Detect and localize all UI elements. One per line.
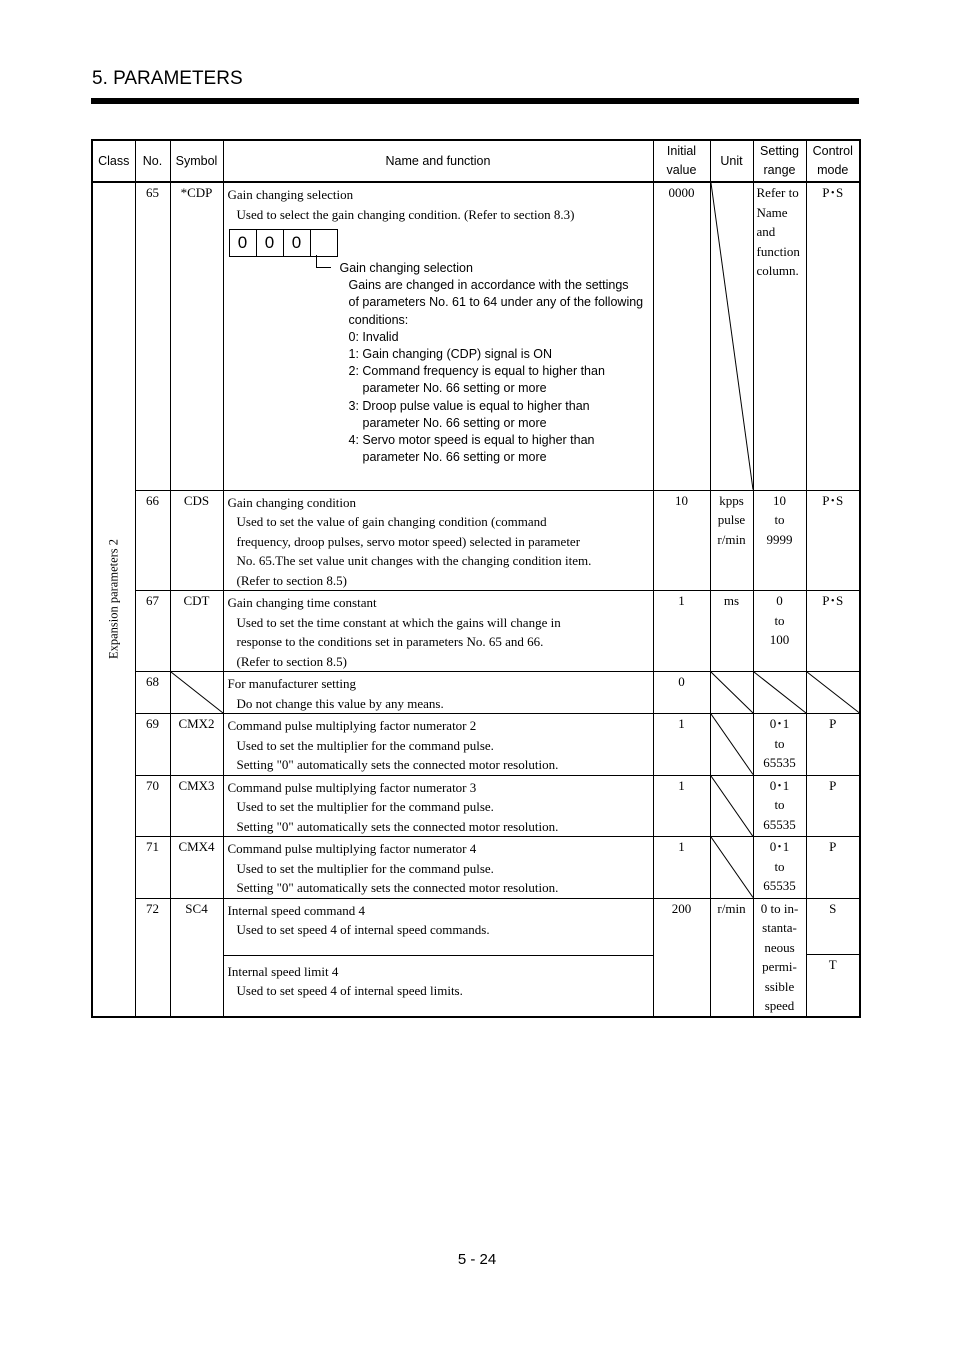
col-setting-range: Setting range	[753, 140, 806, 182]
setting-subhead: Gain changing selection	[228, 260, 650, 277]
col-symbol: Symbol	[170, 140, 223, 182]
initial-value: 0000	[653, 182, 710, 490]
param-no: 66	[135, 490, 170, 591]
param-symbol: CDT	[170, 591, 223, 672]
title-rule	[91, 98, 859, 104]
bracket-icon	[316, 255, 331, 268]
initial-value: 0	[653, 672, 710, 714]
name-function: Command pulse multiplying factor numerator 2 Used to set the multiplier for the command pulse. Setting "0" automatically sets the connected motor resolution.	[223, 714, 653, 776]
col-name-function: Name and function	[223, 140, 653, 182]
param-symbol: CDS	[170, 490, 223, 591]
range-na-diagonal	[753, 672, 806, 714]
name-function: Internal speed command 4 Used to set speed 4 of internal speed commands. Internal speed limit 4 Used to set speed 4 of internal speed limits.	[223, 898, 653, 1017]
col-initial-value: Initial value	[653, 140, 710, 182]
initial-value: 1	[653, 837, 710, 899]
param-no: 69	[135, 714, 170, 776]
initial-value: 1	[653, 591, 710, 672]
col-control-mode: Control mode	[806, 140, 860, 182]
setting-options: Gains are changed in accordance with the settings of parameters No. 61 to 64 under any of the following conditions: 0: Invalid 1: Gain changing (CDP) signal is ON 2: Command frequency is equal to higher than parameter No. 66 setting or more 3: Droop pulse value is equal to higher than parameter No. 66 setting or more 4: Servo motor speed is equal to higher than parameter No. 66 setting or more	[348, 278, 644, 465]
param-title: Command pulse multiplying factor numerator 2	[227, 718, 477, 733]
setting-range: 0･1 to 65535	[753, 775, 806, 837]
setting-range: Refer to Name and function column.	[753, 182, 806, 490]
name-function: Command pulse multiplying factor numerator 4 Used to set the multiplier for the command pulse. Setting "0" automatically sets the connected motor resolution.	[223, 837, 653, 899]
table-row	[92, 898, 860, 1017]
control-mode: P	[806, 775, 860, 837]
name-function: Gain changing time constant Used to set the time constant at which the gains will change in response to the conditions set in parameters No. 65 and 66. (Refer to section 8.5)	[223, 591, 653, 672]
control-mode: S T	[806, 898, 860, 1017]
param-symbol: CMX2	[170, 714, 223, 776]
param-title: Internal speed limit 4	[227, 963, 339, 979]
page-title: 5. PARAMETERS	[92, 68, 243, 89]
param-desc: Do not change this value by any means.	[236, 695, 444, 711]
name-function-part: Internal speed limit 4 Used to set speed 4 of internal speed limits.	[224, 955, 653, 1001]
table-row	[92, 490, 860, 591]
setting-range: 0･1 to 65535	[753, 837, 806, 899]
table-row	[92, 775, 860, 837]
digit-boxes	[229, 229, 650, 257]
param-symbol: CMX4	[170, 837, 223, 899]
control-mode: P･S	[806, 591, 860, 672]
setting-range: 0･1 to 65535	[753, 714, 806, 776]
param-title: Gain changing time constant	[227, 595, 377, 610]
control-mode: P	[806, 837, 860, 899]
class-cell	[92, 182, 135, 1017]
page-number: 5 - 24	[457, 1251, 497, 1268]
param-title: For manufacturer setting	[227, 676, 357, 691]
param-symbol: *CDP	[170, 182, 223, 490]
param-no: 68	[135, 672, 170, 714]
setting-range: 10 to 9999	[753, 490, 806, 591]
digit-box	[310, 229, 338, 257]
name-function: Command pulse multiplying factor numerator 3 Used to set the multiplier for the command pulse. Setting "0" automatically sets the connected motor resolution.	[223, 775, 653, 837]
digit-box: 0	[256, 229, 284, 257]
setting-range: 0 to 100	[753, 591, 806, 672]
unit-na-diagonal	[710, 672, 753, 714]
param-no: 70	[135, 775, 170, 837]
param-symbol: SC4	[170, 898, 223, 1017]
class-label: Expansion parameters 2	[106, 539, 120, 660]
param-title: Command pulse multiplying factor numerator 3	[227, 779, 477, 795]
unit-na-diagonal	[710, 714, 753, 776]
unit-na-diagonal	[710, 775, 753, 837]
param-title: Internal speed command 4	[227, 902, 366, 918]
control-mode: P	[806, 714, 860, 776]
param-no: 65	[135, 182, 170, 490]
symbol-na-diagonal	[170, 672, 223, 714]
param-title: Gain changing selection	[227, 187, 354, 202]
parameter-table	[91, 139, 861, 1018]
param-symbol: CMX3	[170, 775, 223, 837]
setting-range: 0 to in- stanta- neous permi- ssible speed	[753, 898, 806, 1017]
col-class: Class	[92, 140, 135, 182]
col-unit: Unit	[710, 140, 753, 182]
col-no: No.	[135, 140, 170, 182]
param-desc: Used to select the gain changing condition. (Refer to section 8.3)	[236, 206, 575, 222]
control-mode: P･S	[806, 182, 860, 490]
initial-value: 200	[653, 898, 710, 1017]
unit: kpps pulse r/min	[710, 490, 753, 591]
table-row	[92, 672, 860, 714]
param-no: 72	[135, 898, 170, 1017]
param-no: 67	[135, 591, 170, 672]
name-function	[223, 672, 653, 714]
initial-value: 10	[653, 490, 710, 591]
param-no: 71	[135, 837, 170, 899]
param-title: Gain changing condition	[227, 494, 357, 510]
unit: ms	[710, 591, 753, 672]
table-row	[92, 837, 860, 899]
unit-na-diagonal	[710, 837, 753, 899]
unit: r/min	[710, 898, 753, 1017]
digit-box: 0	[283, 229, 311, 257]
table-row	[92, 714, 860, 776]
initial-value: 1	[653, 714, 710, 776]
name-function: Gain changing condition Used to set the value of gain changing condition (command frequency, droop pulses, servo motor speed) selected in parameter No. 65.The set value unit changes with the changing condition item. (Refer to section 8.5)	[223, 490, 653, 591]
header-row	[92, 140, 860, 182]
name-function	[223, 182, 653, 490]
unit-na-diagonal	[710, 182, 753, 490]
control-mode: P･S	[806, 490, 860, 591]
table-row	[92, 182, 860, 490]
initial-value: 1	[653, 775, 710, 837]
table-row	[92, 591, 860, 672]
digit-box: 0	[229, 229, 257, 257]
mode-na-diagonal	[806, 672, 860, 714]
param-title: Command pulse multiplying factor numerator 4	[227, 841, 477, 856]
